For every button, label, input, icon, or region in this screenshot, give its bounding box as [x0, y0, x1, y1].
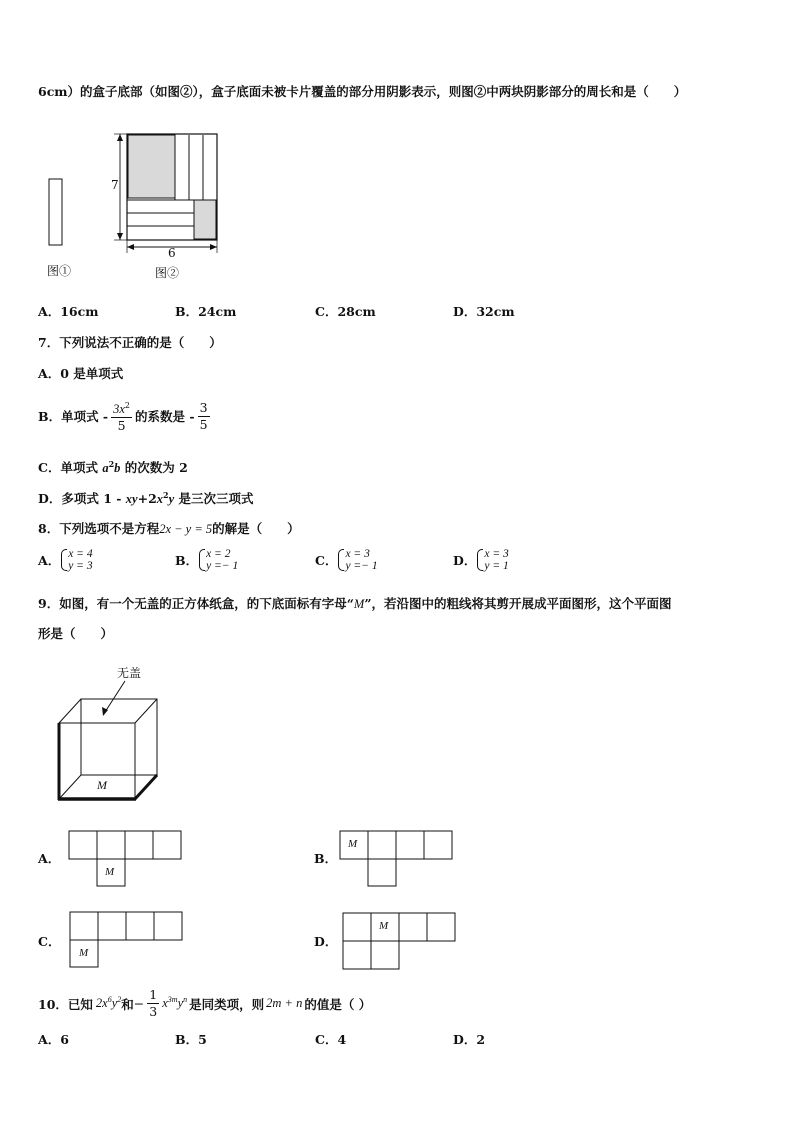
q8-stem: 8．下列选项不是方程2x − y = 5的解是（ ） [38, 521, 300, 536]
q8-option-c[interactable]: C． x = 3 y =− 1 [315, 548, 378, 572]
q7b-fraction-2: $\frac{3}{5}$ [199, 399, 208, 432]
q6-option-a[interactable]: A．16cm [38, 304, 99, 319]
cut-line-right [135, 775, 157, 799]
q9a-letter: M [105, 866, 115, 878]
q6-option-d[interactable]: D．32cm [453, 304, 515, 319]
q7-option-b[interactable]: B．单项式 - $\frac{3x^2}{5}$ 的系数是 - $\frac{3}{5}$ [38, 399, 208, 434]
q9-option-c-net[interactable] [69, 911, 183, 968]
q6-figures [30, 125, 240, 285]
q6-option-c[interactable]: C．28cm [315, 304, 376, 319]
q10-option-c[interactable]: C．4 [315, 1032, 347, 1047]
q6-option-b[interactable]: B．24cm [175, 304, 237, 319]
fig1-caption: 图① [47, 264, 72, 278]
dim-6-label: 6 [168, 246, 176, 260]
q6-stem: 6cm）的盒子底部（如图②），盒子底面未被卡片覆盖的部分用阴影表示，则图②中两块阴影部分的周长和是（ ） [38, 84, 687, 99]
q8d-system: x = 3 y = 1 [476, 548, 508, 572]
q10-stem: 10．已知 $2x^6y^2$ 和 − $\frac{1}{3}$ $x^{3m}y^n$ 是同类项，则 2m + n 的值是（ ） [38, 987, 372, 1019]
q9-option-a-net[interactable] [68, 830, 182, 887]
q9b-letter: M [348, 838, 358, 850]
q7-option-d[interactable]: D．多项式 $1 - xy+2x^2y$ 是三次三项式 [38, 489, 254, 506]
fig1-card [49, 179, 62, 245]
shade-bottom-right [194, 200, 216, 239]
q8c-system: x = 3 y =− 1 [337, 548, 377, 572]
q10-option-d[interactable]: D．2 [453, 1032, 486, 1047]
q7-option-c[interactable]: C．单项式 $a^2b$ 的次数为 2 [38, 458, 188, 475]
q8-option-a[interactable]: A． x = 4 y = 3 [38, 548, 93, 572]
q9-option-a-label[interactable]: A． [38, 851, 61, 866]
cube-letter: M [97, 778, 107, 792]
no-lid-label: 无盖 [117, 666, 142, 680]
q10-term2: $x^{3m}y^n$ [162, 995, 188, 1011]
q9-stem-line1: 9．如图，有一个无盖的正方体纸盒，的下底面标有字母“M”，若沿图中的粗线将其剪开展成平面图形，这个平面图 [38, 596, 672, 611]
q7-stem: 7．下列说法不正确的是（ ） [38, 335, 222, 350]
cube-figure [50, 676, 170, 808]
dim-7-label: 7 [111, 178, 119, 192]
q9-option-c-label[interactable]: C． [38, 934, 61, 949]
q8-option-d[interactable]: D． x = 3 y = 1 [453, 548, 509, 572]
fig2-caption: 图② [155, 266, 180, 280]
shade-top-left [128, 135, 175, 198]
q8a-system: x = 4 y = 3 [60, 548, 92, 572]
q10-fraction: $\frac{1}{3}$ [149, 987, 158, 1019]
q9-option-d-label[interactable]: D． [314, 934, 338, 949]
q7b-fraction-1: $\frac{3x^2}{5}$ [111, 398, 132, 434]
q8b-system: x = 2 y =− 1 [198, 548, 238, 572]
q10-option-a[interactable]: A．6 [38, 1032, 69, 1047]
q10-term1: $2x^6y^2$ [95, 995, 122, 1011]
q9c-letter: M [79, 947, 89, 959]
q8-option-b[interactable]: B． x = 2 y =− 1 [175, 548, 239, 572]
q9-option-d-net[interactable] [342, 912, 456, 970]
q9-option-b-label[interactable]: B． [314, 851, 338, 866]
q9-stem-line2: 形是（ ） [38, 626, 114, 641]
q7-option-a[interactable]: A．0 是单项式 [38, 366, 124, 381]
q9d-letter: M [379, 920, 389, 932]
q10-option-b[interactable]: B．5 [175, 1032, 207, 1047]
